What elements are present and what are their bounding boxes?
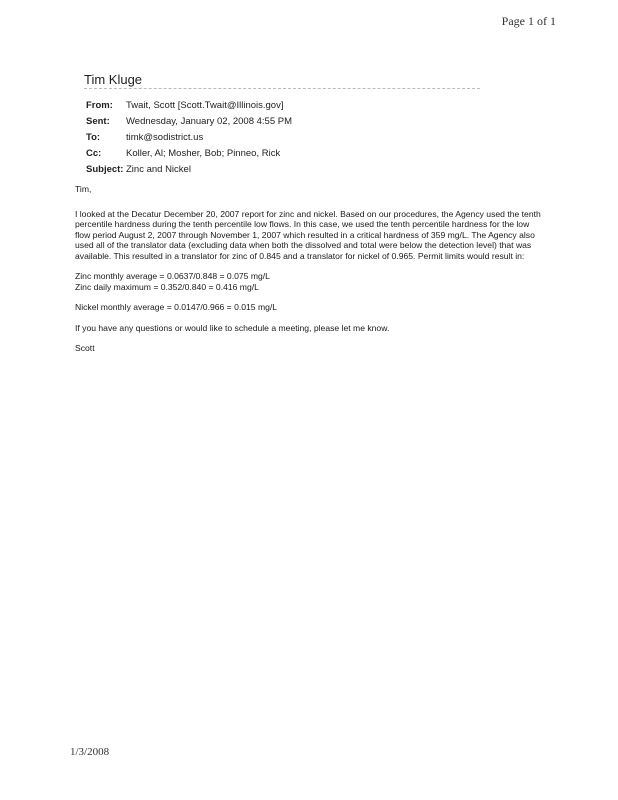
body-paragraph: I looked at the Decatur December 20, 2007 report for zinc and nickel. Based on our procedures, the Agency used the tenth percentile hardness during the tenth percentile low flows. In this case, we used the tenth percentile hardness for the low flow period August 2, 2007 through November 1, 2007 which resulted in a critical hardness of 359 mg/L. The Agency also used all of the translator data (excluding data when both the dissolved and total were below the detection level) that was available. This resulted in a translator for zinc of 0.845 and a translator for nickel of 0.965. Permit limits would result in: (75, 208, 541, 261)
subject-row (86, 162, 292, 178)
email-body (75, 184, 545, 354)
zinc-monthly-line: Zinc monthly average = 0.0637/0.848 = 0.075 mg/L (75, 271, 270, 281)
zinc-daily-line: Zinc daily maximum = 0.352/0.840 = 0.416 mg/L (75, 281, 259, 292)
from-row (86, 98, 292, 114)
cc-label: Cc: (86, 148, 102, 159)
sender-name: Tim Kluge (84, 72, 143, 87)
email-header-fields (86, 98, 292, 178)
to-row (86, 130, 292, 146)
cc-value: Koller, Al; Mosher, Bob; Pinneo, Rick (126, 148, 281, 159)
sent-row (86, 114, 292, 130)
from-value: Twait, Scott [Scott.Twait@Illinois.gov] (126, 100, 284, 111)
closing-line: If you have any questions or would like to schedule a meeting, please let me know. (75, 322, 390, 333)
to-value: timk@sodistrict.us (126, 132, 204, 143)
nickel-monthly-line: Nickel monthly average = 0.0147/0.966 = 0.015 mg/L (75, 302, 278, 312)
page-indicator: Page 1 of 1 (501, 14, 556, 28)
print-date: 1/3/2008 (70, 746, 110, 758)
from-label: From: (86, 100, 113, 111)
to-label: To: (86, 132, 101, 143)
header-divider (84, 88, 480, 89)
subject-label: Subject: (86, 164, 124, 175)
cc-row (86, 146, 292, 162)
signature: Scott (75, 343, 95, 353)
greeting: Tim, (75, 184, 92, 194)
sent-value: Wednesday, January 02, 2008 4:55 PM (126, 116, 293, 127)
sent-label: Sent: (86, 116, 110, 127)
subject-value: Zinc and Nickel (126, 164, 191, 175)
